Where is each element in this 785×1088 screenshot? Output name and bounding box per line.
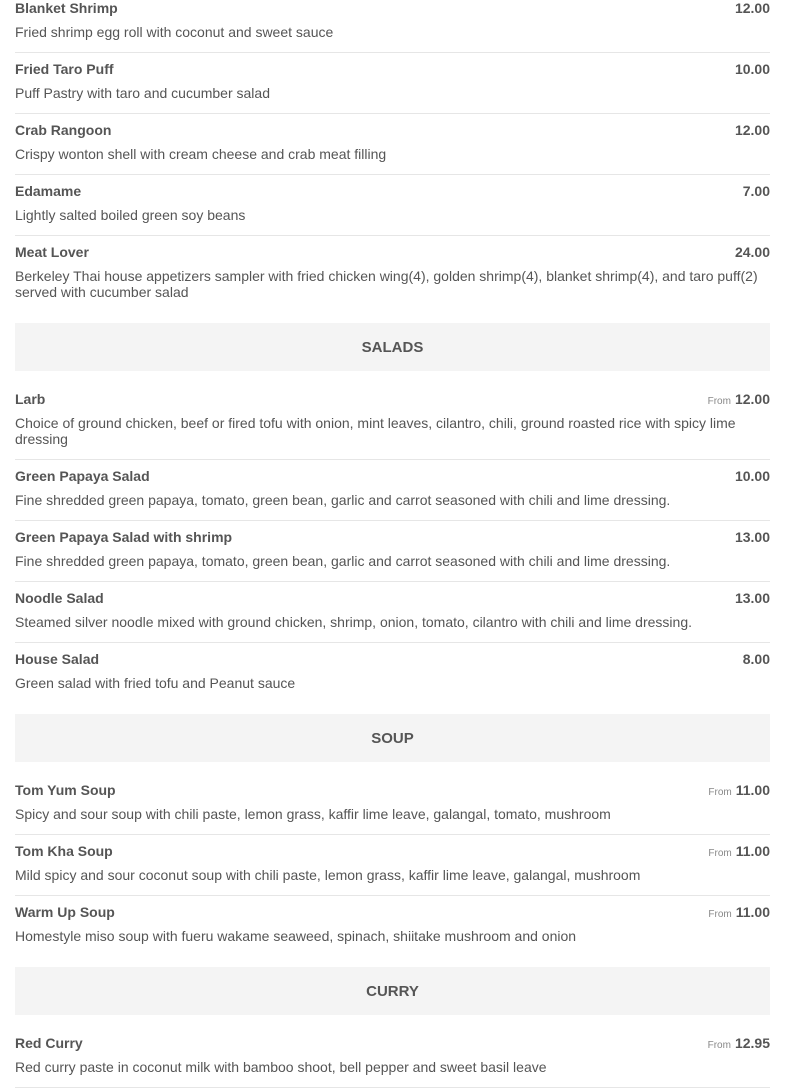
- menu-item[interactable]: [15, 521, 770, 582]
- menu-item-name: Crab Rangoon: [15, 122, 112, 138]
- menu-item-from-label: From: [708, 909, 732, 920]
- menu-item-price: 10.00: [734, 61, 770, 77]
- menu-item-price-wrap: [708, 391, 770, 409]
- menu-item-name: Green Papaya Salad with shrimp: [15, 529, 233, 545]
- menu-item[interactable]: [15, 236, 770, 312]
- menu-item-description: Fried shrimp egg roll with coconut and sweet sauce: [15, 24, 334, 40]
- menu-item-price: 24.00: [734, 244, 770, 260]
- menu-item-description: Berkeley Thai house appetizers sampler with fried chicken wing(4), golden shrimp(4), blanket shrimp(4), and taro puff(2) served with cucumber salad: [15, 268, 758, 300]
- menu-item-name: Green Papaya Salad: [15, 468, 150, 484]
- menu-item-price-wrap: [731, 0, 770, 18]
- menu-item-header: [15, 651, 770, 671]
- menu-item-description: Red curry paste in coconut milk with bamboo shoot, bell pepper and sweet basil leave: [15, 1059, 547, 1075]
- menu-item-description: Puff Pastry with taro and cucumber salad: [15, 85, 270, 101]
- menu-item[interactable]: [15, 460, 770, 521]
- menu-item-description: Green salad with fried tofu and Peanut sauce: [15, 675, 296, 691]
- menu-item-price: 13.00: [734, 529, 770, 545]
- menu-item-price-wrap: [708, 782, 770, 800]
- menu-item-description: Mild spicy and sour coconut soup with chili paste, lemon grass, kaffir lime leave, galangal, mushroom: [15, 867, 641, 883]
- menu-item-from-label: From: [707, 396, 731, 407]
- menu-item-price: 10.00: [734, 468, 770, 484]
- menu-item-price: 12.00: [734, 0, 770, 16]
- menu-item-name: Blanket Shrimp: [15, 0, 118, 16]
- menu-item-name: Larb: [15, 391, 46, 407]
- menu-item-header: [15, 183, 770, 203]
- menu-item[interactable]: [15, 774, 770, 835]
- menu-item-name: Tom Yum Soup: [15, 782, 116, 798]
- menu-item-price-wrap: [708, 843, 770, 861]
- menu-item-price: 11.00: [735, 843, 770, 859]
- menu-item-header: [15, 529, 770, 549]
- menu-item-name: Meat Lover: [15, 244, 89, 260]
- menu-item-description: Choice of ground chicken, beef or fired tofu with onion, mint leaves, cilantro, chili, ground roasted rice with spicy lime dressing: [15, 415, 736, 447]
- menu-item[interactable]: [15, 114, 770, 175]
- menu-item-description: Homestyle miso soup with fueru wakame seaweed, spinach, shiitake mushroom and onion: [15, 928, 577, 944]
- menu-item-name: Edamame: [15, 183, 82, 199]
- menu-item-price: 12.00: [734, 122, 770, 138]
- menu-item[interactable]: [15, 0, 770, 53]
- menu-item-name: Red Curry: [15, 1035, 83, 1051]
- menu-item[interactable]: [15, 383, 770, 460]
- menu-item-header: [15, 782, 770, 802]
- menu-item-price: 11.00: [735, 782, 770, 798]
- menu-item-header: [15, 122, 770, 142]
- menu-item-from-label: From: [707, 1040, 731, 1051]
- menu-item-header: [15, 1035, 770, 1055]
- menu-item-price-wrap: [708, 1035, 770, 1053]
- menu-item-header: [15, 843, 770, 863]
- menu-item-header: [15, 0, 770, 20]
- menu-item-name: Noodle Salad: [15, 590, 104, 606]
- menu-item-price: 7.00: [742, 183, 770, 199]
- menu-item-from-label: From: [708, 848, 732, 859]
- menu-item-from-label: From: [708, 787, 732, 798]
- menu-item-price: 12.00: [734, 391, 770, 407]
- menu-item-description: Steamed silver noodle mixed with ground chicken, shrimp, onion, tomato, cilantro with chili and lime dressing.: [15, 614, 692, 630]
- menu-item-name: Warm Up Soup: [15, 904, 115, 920]
- menu-item-price-wrap: [739, 651, 770, 669]
- menu-item-header: [15, 61, 770, 81]
- menu-item-header: [15, 904, 770, 924]
- menu-item-header: [15, 468, 770, 488]
- menu-item-header: [15, 391, 770, 411]
- menu-item[interactable]: [15, 1027, 770, 1088]
- menu-item-name: House Salad: [15, 651, 100, 667]
- menu-item-description: Fine shredded green papaya, tomato, green bean, garlic and carrot seasoned with chili and lime dressing.: [15, 492, 671, 508]
- menu-item-name: Tom Kha Soup: [15, 843, 113, 859]
- menu-item-header: [15, 244, 770, 264]
- menu-item-description: Spicy and sour soup with chili paste, lemon grass, kaffir lime leave, galangal, tomato, mushroom: [15, 806, 611, 822]
- menu-item-price-wrap: [731, 61, 770, 79]
- menu-item[interactable]: [15, 643, 770, 703]
- menu-item-price-wrap: [739, 183, 770, 201]
- menu-item-description: Lightly salted boiled green soy beans: [15, 207, 246, 223]
- menu-item-name: Fried Taro Puff: [15, 61, 114, 77]
- menu-item[interactable]: [15, 582, 770, 643]
- menu-item-description: Crispy wonton shell with cream cheese and crab meat filling: [15, 146, 387, 162]
- menu-item-header: [15, 590, 770, 610]
- menu-item[interactable]: [15, 175, 770, 236]
- menu-item-price: 12.95: [734, 1035, 770, 1051]
- menu-item-price-wrap: [731, 244, 770, 262]
- menu-item-price: 8.00: [742, 651, 770, 667]
- section-header: SALADS: [15, 323, 770, 371]
- menu-item-price-wrap: [731, 468, 770, 486]
- menu-item-price-wrap: [731, 529, 770, 547]
- menu-item-price: 11.00: [735, 904, 770, 920]
- section-header: CURRY: [15, 967, 770, 1015]
- menu-item-description: Fine shredded green papaya, tomato, green bean, garlic and carrot seasoned with chili and lime dressing.: [15, 553, 671, 569]
- menu-item[interactable]: [15, 53, 770, 114]
- menu-item-price-wrap: [731, 590, 770, 608]
- menu-item-price-wrap: [708, 904, 770, 922]
- menu-item-price: 13.00: [734, 590, 770, 606]
- menu-item-price-wrap: [731, 122, 770, 140]
- menu-item[interactable]: [15, 896, 770, 956]
- section-header: SOUP: [15, 714, 770, 762]
- menu-item[interactable]: [15, 835, 770, 896]
- menu-list: [15, 0, 770, 1088]
